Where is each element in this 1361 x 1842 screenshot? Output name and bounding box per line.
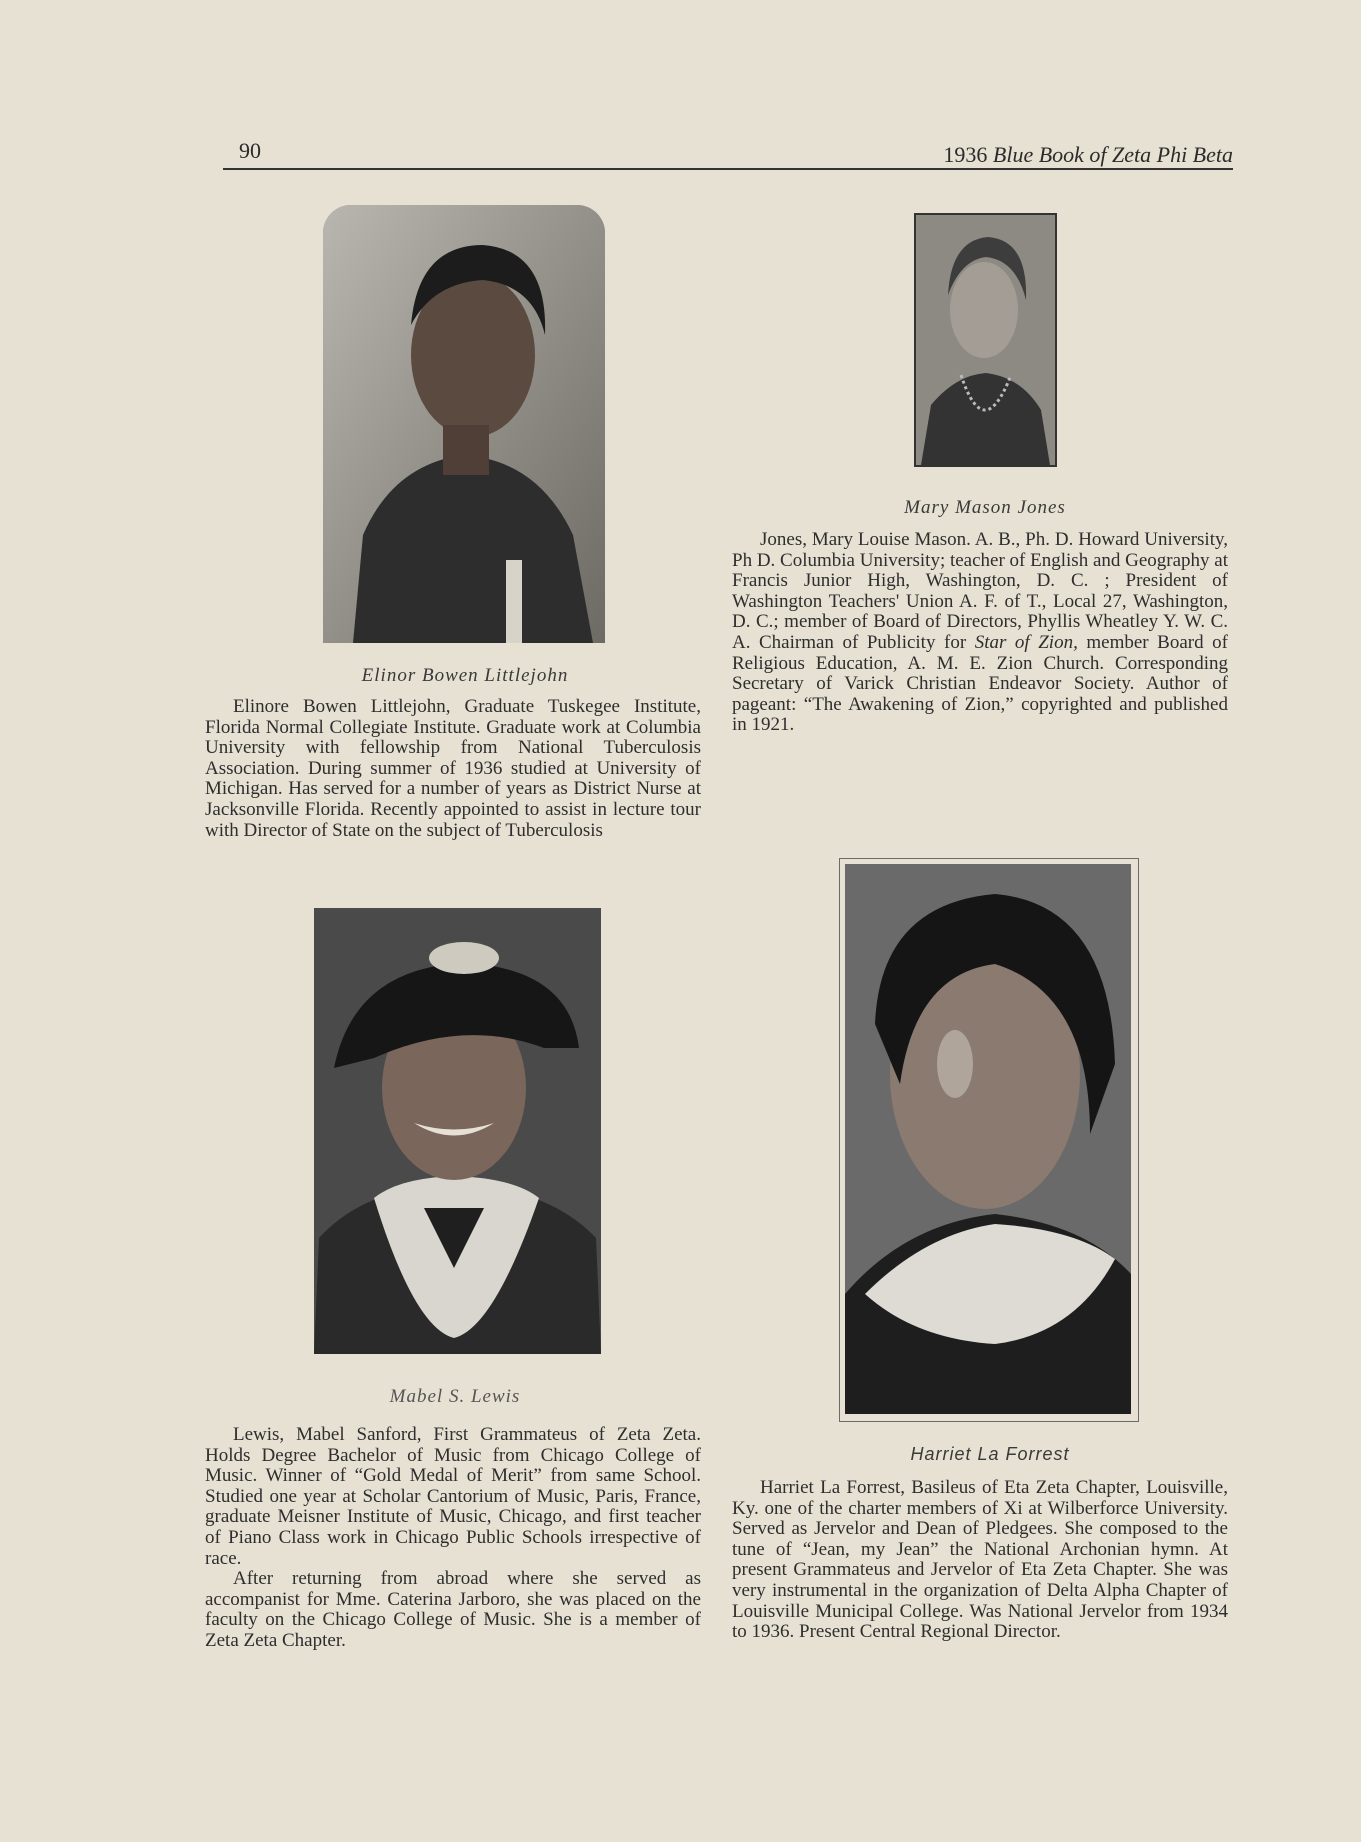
- book-year: 1936: [943, 142, 988, 167]
- caption-jones: Mary Mason Jones: [904, 497, 1066, 518]
- bio-lewis-p1: Lewis, Mabel Sanford, First Grammateus of Zeta Zeta. Holds Degree Bachelor of Music from Chicago College of Music. Winner of “Gold Medal of Merit” from same School. Studied one year at Scholar Cantorium of Music, Paris, France, graduate Meisner Institute of Music, Chicago, and first teacher of Piano Class work in Chicago Public Schools irrespective of race.: [205, 1424, 701, 1569]
- bio-laforrest: [732, 1478, 1228, 1643]
- bio-jones: [732, 530, 1228, 736]
- caption-littlejohn: Elinor Bowen Littlejohn: [361, 665, 569, 686]
- portrait-photo-jones: [914, 213, 1057, 467]
- caption-laforrest: Harriet La Forrest: [910, 1444, 1070, 1464]
- portrait-photo-lewis: [314, 908, 601, 1354]
- bio-jones-publication: Star of Zion,: [974, 631, 1078, 653]
- caption-lewis: Mabel S. Lewis: [389, 1386, 521, 1407]
- bio-littlejohn-text: Elinore Bowen Littlejohn, Graduate Tuskegee Institute, Florida Normal Collegiate Institute. Graduate work at Columbia University with fellowship from National Tuberculosis Association. During summer of 1936 studied at University of Michigan. Has served for a number of years as District Nurse at Jacksonville Florida. Recently appointed to assist in lecture tour with Director of State on the subject of Tuberculosis: [205, 696, 701, 841]
- bio-jones-part-1: Jones, Mary Louise Mason. A. B., Ph. D. Howard University, Ph D. Columbia University; teacher of English and Geography at Francis Junior High, Washington, D. C. ; President of Washington Teachers' Union A. F. of T., Local 27, Washington, D. C.; member of Board of Directors, Phyllis Wheatley Y. W. C. A. Chairman of Publicity for: [732, 529, 1229, 653]
- page-number: 90: [239, 138, 261, 163]
- running-title: [943, 142, 1233, 168]
- bio-littlejohn: [205, 697, 701, 841]
- portrait-photo-littlejohn: [323, 205, 605, 643]
- portrait-photo-laforrest: [845, 864, 1131, 1414]
- bio-laforrest-text: Harriet La Forrest, Basileus of Eta Zeta Chapter, Louisville, Ky. one of the charter members of Xi at Wilberforce University. Served as Jervelor and Dean of Pledgees. She composed to the tune of “Jean, my Jean” the National Archonian hymn. At present Grammateus and Jervelor of Eta Zeta Chapter. She was very instrumental in the organization of Delta Alpha Chapter of Louisville Municipal College. Was National Jervelor from 1934 to 1936. Present Central Regional Director.: [732, 1477, 1228, 1643]
- book-title: Blue Book of Zeta Phi Beta: [992, 142, 1233, 167]
- page-header: [223, 136, 1233, 170]
- bio-jones-part-2: member Board of Religious Education, A. M. E. Zion Church. Corresponding Secretary of Varick Christian Endeavor Society. Author of pageant: “The Awakening of Zion,” copyrighted and published in 1921.: [732, 631, 1228, 736]
- bio-jones-text: [732, 530, 1228, 736]
- bio-lewis: [205, 1425, 701, 1652]
- bio-lewis-p2: After returning from abroad where she served as accompanist for Mme. Caterina Jarboro, she was placed on the faculty on the Chicago College of Music. She is a member of Zeta Zeta Chapter.: [205, 1568, 701, 1651]
